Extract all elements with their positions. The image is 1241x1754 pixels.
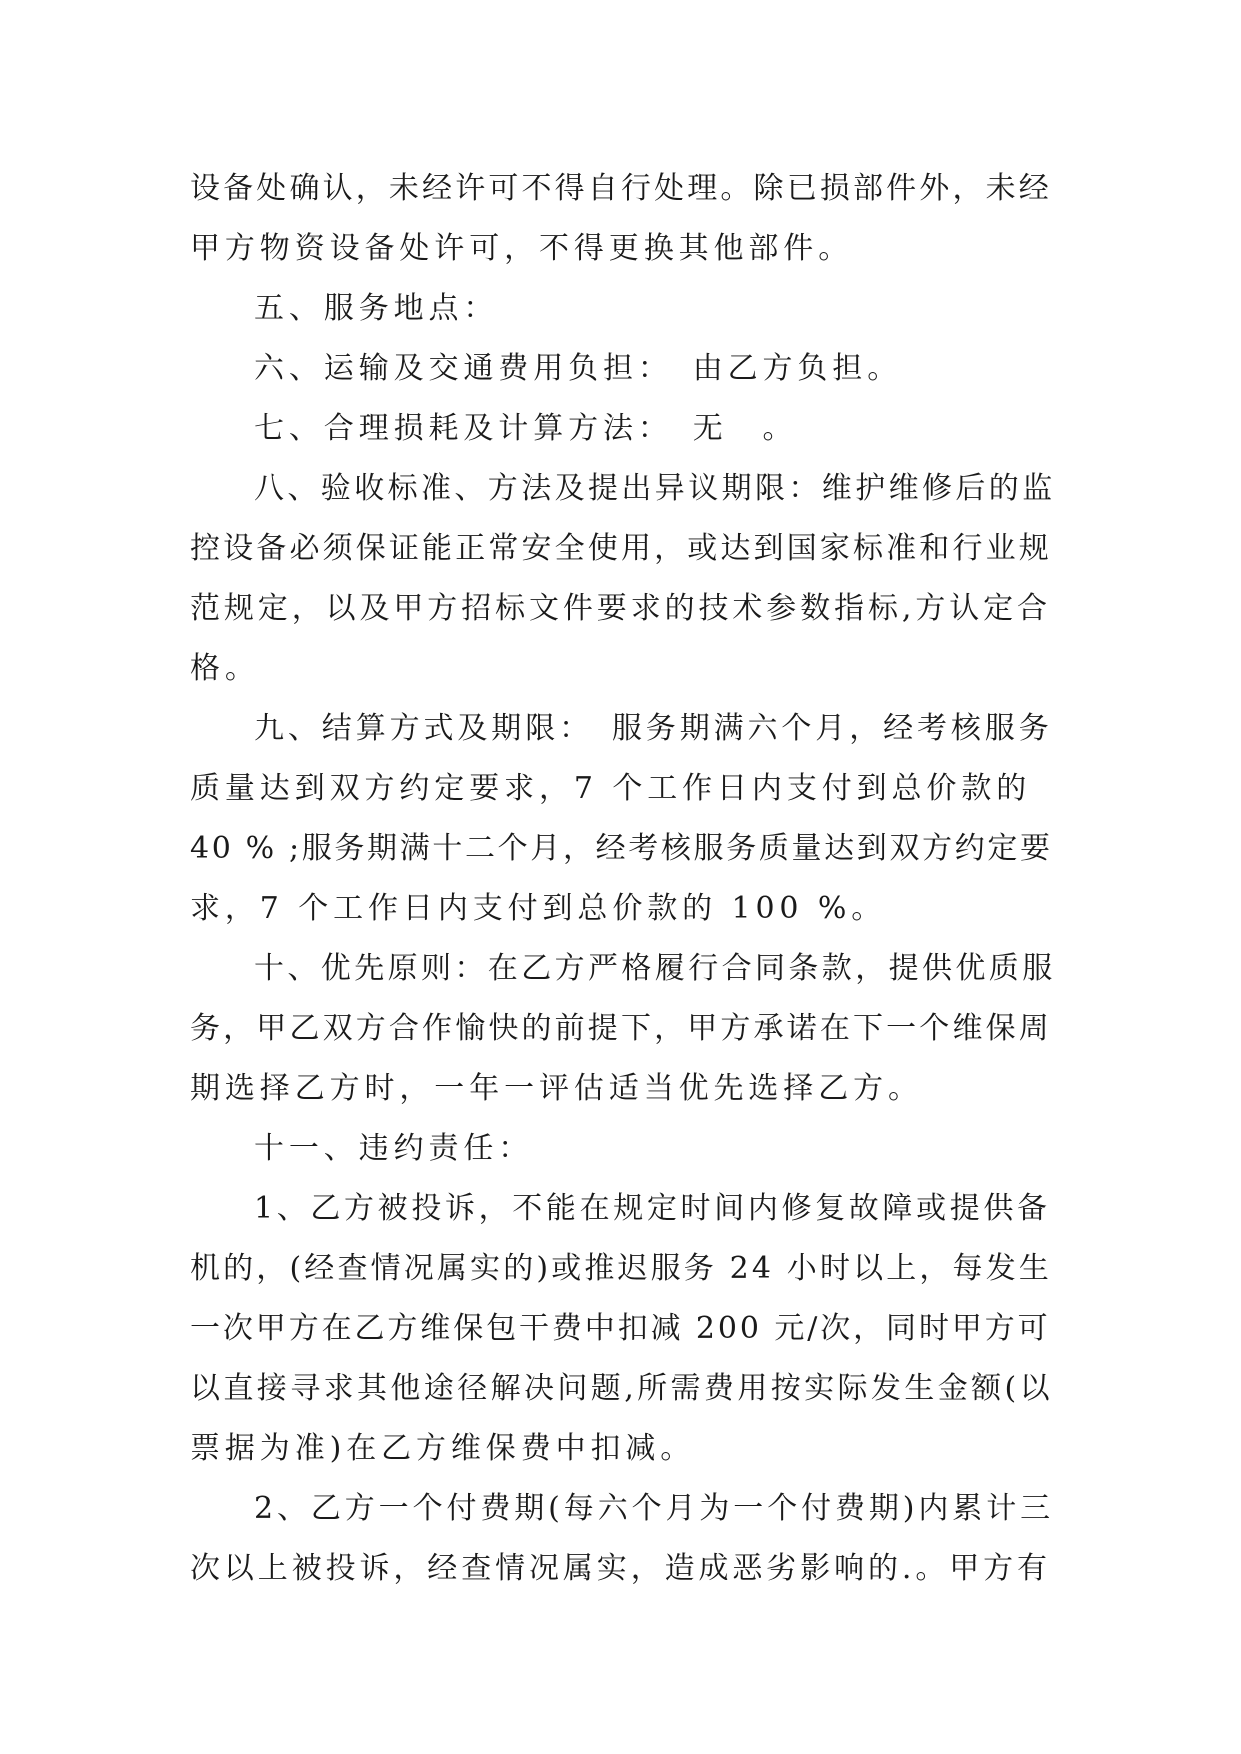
text-line: 格。	[190, 651, 260, 686]
text-line: 范规定，以及甲方招标文件要求的技术参数指标,方认定合	[190, 591, 1051, 626]
text-line: 五、服务地点：	[254, 291, 499, 326]
text-line: 七、合理损耗及计算方法： 无 。	[254, 411, 798, 446]
text-line: 机的，(经查情况属实的)或推迟服务 24 小时以上，每发生	[190, 1251, 1053, 1286]
text-line: 次以上被投诉，经查情况属实，造成恶劣影响的.。甲方有	[190, 1551, 1051, 1586]
text-line: 以直接寻求其他途径解决问题,所需费用按实际发生金额(以	[190, 1371, 1054, 1406]
text-line: 质量达到双方约定要求，7 个工作日内支付到总价款的	[190, 771, 1032, 806]
text-line: 1、乙方被投诉，不能在规定时间内修复故障或提供备	[254, 1191, 1051, 1226]
text-line: 2、乙方一个付费期(每六个月为一个付费期)内累计三	[254, 1491, 1054, 1526]
text-line: 十、优先原则：在乙方严格履行合同条款，提供优质服	[254, 951, 1056, 986]
text-line: 务，甲乙双方合作愉快的前提下，甲方承诺在下一个维保周	[190, 1011, 1052, 1046]
text-line: 八、验收标准、方法及提出异议期限：维护维修后的监	[254, 471, 1056, 506]
text-line: 十一、违约责任：	[254, 1131, 534, 1166]
text-line: 控设备必须保证能正常安全使用，或达到国家标准和行业规	[190, 531, 1052, 566]
text-line: 一次甲方在乙方维保包干费中扣减 200 元/次，同时甲方可	[190, 1311, 1051, 1346]
text-line: 期选择乙方时，一年一评估适当优先选择乙方。	[190, 1071, 923, 1106]
text-line: 求，7 个工作日内支付到总价款的 100 %。	[190, 891, 887, 926]
text-line: 甲方物资设备处许可，不得更换其他部件。	[190, 231, 854, 266]
text-line: 票据为准)在乙方维保费中扣减。	[190, 1431, 696, 1466]
text-line: 六、运输及交通费用负担： 由乙方负担。	[254, 351, 903, 386]
document-body	[190, 159, 1055, 1599]
text-line: 40 % ;服务期满十二个月，经考核服务质量达到双方约定要	[190, 831, 1053, 866]
text-line: 设备处确认，未经许可不得自行处理。除已损部件外，未经	[190, 171, 1052, 206]
text-line: 九、结算方式及期限： 服务期满六个月，经考核服务	[254, 711, 1053, 746]
